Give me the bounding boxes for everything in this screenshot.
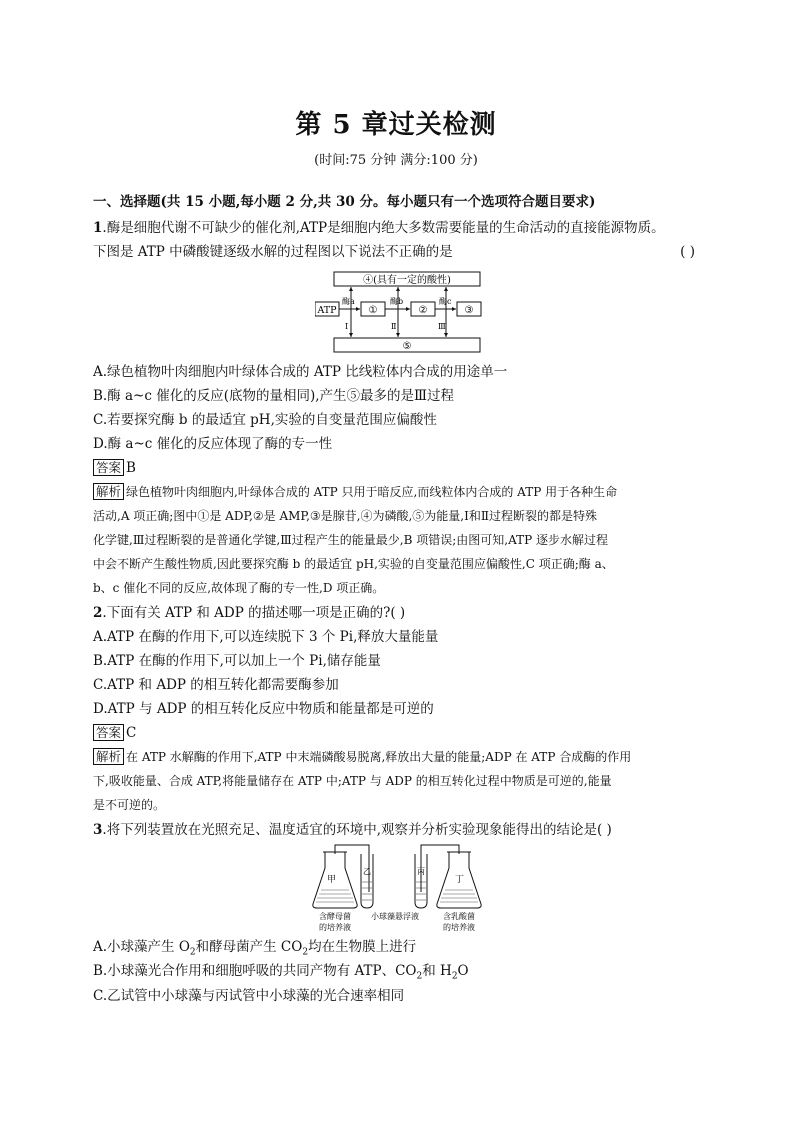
diagram-box-1-label: ① [368, 305, 378, 316]
diagram-enzyme-b: 酶b [390, 297, 404, 306]
q1-option-d [93, 434, 699, 454]
q1-option-b [93, 386, 699, 406]
q3-option-b-sub2: 2 [451, 971, 458, 982]
q2-stem-text: .下面有关 ATP 和 ADP 的描述哪一项是正确的?( ) [102, 605, 406, 621]
q1-stem-line2 [93, 242, 699, 262]
q1-analysis-text1: 绿色植物叶肉细胞内,叶绿体合成的 ATP 只用于暗反应,而线粒体内合成的 ATP 用于各种生命 [126, 485, 618, 499]
q3-number: 3 [93, 822, 103, 838]
q3-option-a-text2: 和酵母菌产生 CO [195, 939, 303, 955]
q1-analysis-text3: 化学键,Ⅲ过程断裂的是普通化学键,Ⅲ过程产生的能量最少,B 项错误;由图可知,ATP 逐步水解过程 [93, 533, 608, 547]
diagram-bottom-label: ⑤ [402, 341, 412, 352]
q3-option-a-sub2: 2 [302, 947, 309, 958]
q3-option-b-text3: O [457, 963, 469, 979]
q2-option-d-text: D.ATP 与 ADP 的相互转化反应中物质和能量都是可逆的 [93, 701, 434, 717]
q1-analysis-text4: 中会不断产生酸性物质,因此要探究酶 b 的最适宜 pH,实验的自变量范围应偏酸性,C 项正确;酶 a、 [93, 557, 614, 571]
q1-option-d-text: D.酶 a~c 催化的反应体现了酶的专一性 [93, 436, 333, 452]
q1-answer [93, 458, 699, 478]
q2-stem [93, 603, 699, 623]
label-yeast-medium-1: 含酵母菌 [319, 912, 351, 921]
label-lactic-medium-2: 的培养液 [443, 923, 475, 932]
answer-badge: 答案 [93, 724, 124, 741]
q1-stem-line1 [93, 218, 699, 238]
diagram-top-label: ④(具有一定的酸性) [363, 275, 451, 286]
q1-option-c [93, 410, 699, 430]
label-ding: 丁 [455, 875, 465, 885]
q2-option-a-text: A.ATP 在酶的作用下,可以连续脱下 3 个 Pi,释放大量能量 [93, 629, 439, 645]
label-yi: 乙 [363, 867, 371, 876]
q2-number: 2 [93, 605, 103, 621]
q2-analysis-text1: 在 ATP 水解酶的作用下,ATP 中末端磷酸易脱离,释放出大量的能量;ADP 在 ATP 合成酶的作用 [126, 750, 632, 764]
label-lactic-medium-1: 含乳酸菌 [443, 912, 475, 921]
q1-analysis-line2 [93, 506, 699, 526]
q3-option-a-sub1: 2 [189, 947, 196, 958]
q2-analysis-text3: 是不可逆的。 [93, 798, 166, 812]
q3-option-c [93, 986, 699, 1006]
q1-analysis-text2: 活动,A 项正确;图中①是 ADP,②是 AMP,③是腺苷,④为磷酸,⑤为能量,Ⅰ和Ⅱ过程断裂的都是特殊 [93, 509, 597, 523]
diagram-process-2: Ⅱ [391, 322, 397, 331]
q1-stem-text2: 下图是 ATP 中磷酸键逐级水解的过程图以下说法不正确的是 [93, 244, 453, 260]
q1-option-b-text: B.酶 a~c 催化的反应(底物的量相同),产生⑤最多的是Ⅲ过程 [93, 388, 455, 404]
q1-answer-blank: ( ) [680, 244, 695, 260]
q1-answer-value: B [126, 460, 136, 476]
analysis-badge: 解析 [93, 748, 124, 765]
diagram-box-3-label: ③ [464, 305, 474, 316]
q1-analysis-line3 [93, 530, 699, 550]
q2-answer [93, 723, 699, 743]
diagram-enzyme-a: 酶a [342, 297, 355, 306]
q2-analysis-line2 [93, 771, 699, 791]
q2-option-c-text: C.ATP 和 ADP 的相互转化都需要酶参加 [93, 677, 339, 693]
label-yeast-medium-2: 的培养液 [319, 923, 351, 932]
q3-option-a-text3: 均在生物膜上进行 [308, 939, 417, 955]
q1-analysis-line1 [93, 482, 699, 502]
label-algae-suspension: 小球藻悬浮液 [371, 912, 419, 921]
q1-stem-text1: .酶是细胞代谢不可缺少的催化剂,ATP是细胞内绝大多数需要能量的生命活动的直接能源物质。 [102, 220, 665, 236]
q2-analysis-line3 [93, 795, 699, 815]
q3-option-c-text: C.乙试管中小球藻与丙试管中小球藻的光合速率相同 [93, 988, 405, 1004]
q3-option-a-text1: A.小球藻产生 O [93, 939, 190, 955]
q2-option-b [93, 651, 699, 671]
q3-stem-text: .将下列装置放在光照充足、温度适宜的环境中,观察并分析实验现象能得出的结论是( ) [102, 822, 612, 838]
q3-stem [93, 820, 699, 840]
label-jia: 甲 [327, 875, 337, 885]
q2-option-b-text: B.ATP 在酶的作用下,可以加上一个 Pi,储存能量 [93, 653, 381, 669]
diagram-box-2-label: ② [418, 305, 428, 316]
analysis-badge: 解析 [93, 483, 124, 500]
q1-analysis-line5 [93, 578, 699, 598]
answer-badge: 答案 [93, 459, 124, 476]
q3-option-a [93, 937, 699, 963]
page-subtitle: (时间:75 分钟 满分:100 分) [314, 153, 478, 168]
q1-analysis-line4 [93, 554, 699, 574]
q2-analysis-line1 [93, 747, 699, 767]
section-heading-text: 一、选择题(共 15 小题,每小题 2 分,共 30 分。每小题只有一个选项符合题目要求) [93, 194, 596, 210]
diagram-atp-label: ATP [317, 305, 337, 316]
q3-apparatus-figure [309, 842, 489, 934]
q3-option-b-sub1: 2 [416, 971, 423, 982]
q2-answer-value: C [126, 725, 137, 741]
page-title: 第 5 章过关检测 [295, 110, 497, 140]
diagram-enzyme-c: 酶c [439, 297, 452, 306]
q1-atp-diagram [315, 270, 485, 356]
label-bing: 丙 [417, 867, 425, 876]
q3-option-b-text2: 和 H [422, 963, 452, 979]
q3-option-b-text1: B.小球藻光合作用和细胞呼吸的共同产物有 ATP、CO [93, 963, 417, 979]
q2-option-d [93, 699, 699, 719]
q1-option-c-text: C.若要探究酶 b 的最适宜 pH,实验的自变量范围应偏酸性 [93, 412, 437, 428]
q2-option-c [93, 675, 699, 695]
q1-option-a [93, 362, 699, 382]
section-heading [93, 192, 699, 212]
q2-analysis-text2: 下,吸收能量、合成 ATP,将能量储存在 ATP 中;ATP 与 ADP 的相互转化过程中物质是可逆的,能量 [93, 774, 612, 788]
q1-number: 1 [93, 220, 103, 236]
q1-analysis-text5: b、c 催化不同的反应,故体现了酶的专一性,D 项正确。 [93, 581, 385, 595]
q1-option-a-text: A.绿色植物叶肉细胞内叶绿体合成的 ATP 比线粒体内合成的用途单一 [93, 364, 508, 380]
diagram-process-1: Ⅰ [345, 322, 349, 331]
q3-option-b [93, 961, 699, 987]
diagram-process-3: Ⅲ [438, 322, 446, 331]
q2-option-a [93, 627, 699, 647]
